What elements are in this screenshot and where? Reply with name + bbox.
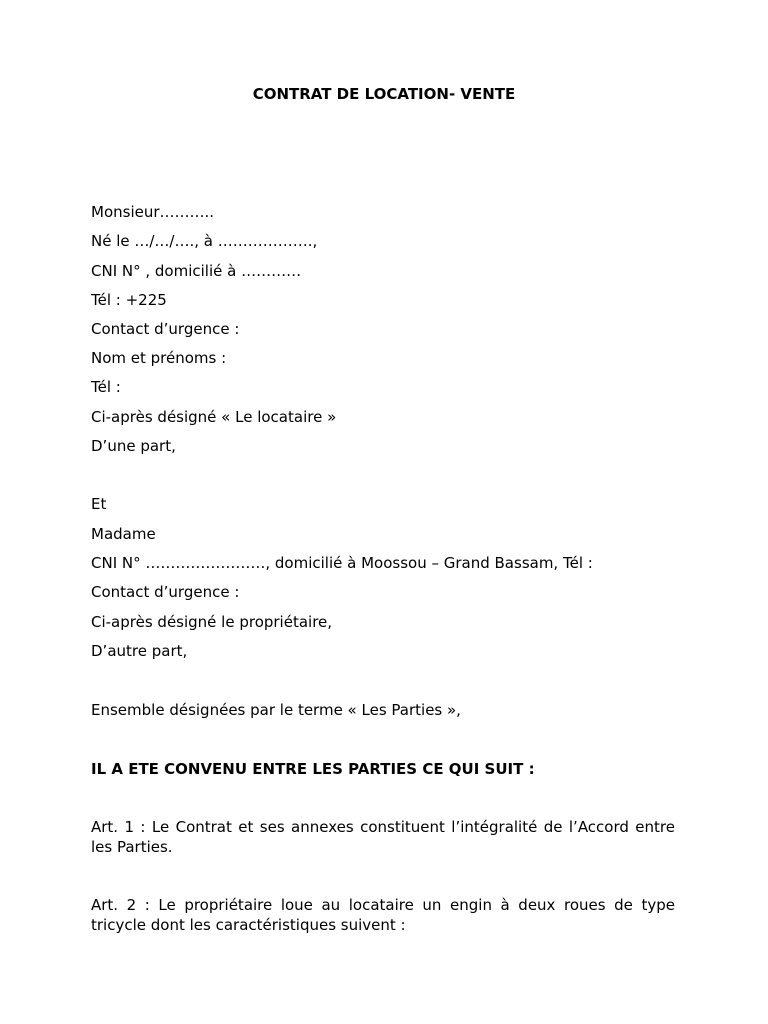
owner-designated: Ci-après désigné le propriétaire,: [91, 613, 333, 631]
parties-together: Ensemble désignées par le terme « Les Parties »,: [91, 701, 461, 719]
tenant-designated: Ci-après désigné « Le locataire »: [91, 408, 337, 426]
tenant-monsieur: Monsieur………..: [91, 203, 215, 221]
tenant-emergency-tel: Tél :: [91, 378, 121, 396]
tenant-name: Nom et prénoms :: [91, 349, 227, 367]
owner-emergency-contact: Contact d’urgence :: [91, 583, 240, 601]
owner-madame: Madame: [91, 525, 156, 543]
article-1: Art. 1 : Le Contrat et ses annexes constituent l’intégralité de l’Accord entre les Parties.: [91, 818, 675, 856]
and-text: Et: [91, 495, 107, 513]
agreed-heading: IL A ETE CONVENU ENTRE LES PARTIES CE QUI SUIT :: [91, 760, 535, 778]
article-2: Art. 2 : Le propriétaire loue au locataire un engin à deux roues de type tricycle dont les caractéristiques suivent :: [91, 896, 675, 934]
contract-title: CONTRAT DE LOCATION- VENTE: [252, 85, 516, 103]
tenant-born: Né le …/…/…., à ……………….,: [91, 232, 318, 250]
tenant-part: D’une part,: [91, 437, 176, 455]
owner-part: D’autre part,: [91, 642, 188, 660]
tenant-cni: CNI N° , domicilié à …………: [91, 262, 302, 280]
tenant-emergency-contact: Contact d’urgence :: [91, 320, 240, 338]
owner-cni: CNI N° ……………………, domicilié à Moossou – Grand Bassam, Tél :: [91, 554, 593, 572]
tenant-tel: Tél : +225: [91, 291, 167, 309]
